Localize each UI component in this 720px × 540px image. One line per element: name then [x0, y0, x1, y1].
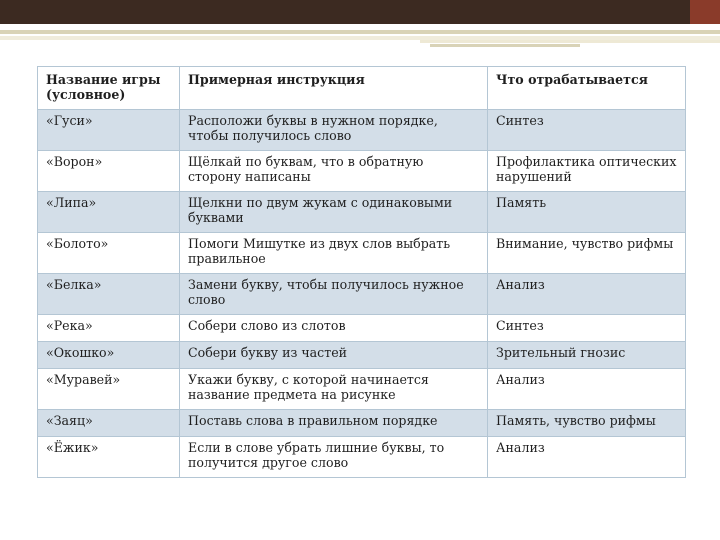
header-skill: Что отрабатывается: [488, 67, 686, 110]
cell-skill: Анализ: [488, 437, 686, 478]
cell-skill: Синтез: [488, 110, 686, 151]
cell-skill: Память, чувство рифмы: [488, 410, 686, 437]
table-row: [38, 151, 686, 192]
table-row: [38, 315, 686, 342]
table-row: [38, 342, 686, 369]
cell-skill: Анализ: [488, 274, 686, 315]
cell-game-name: «Гуси»: [38, 110, 180, 151]
cell-skill: Память: [488, 192, 686, 233]
decorative-stripe: [420, 40, 720, 43]
cell-game-name: «Муравей»: [38, 369, 180, 410]
cell-instruction: Поставь слова в правильном порядке: [180, 410, 488, 437]
table-row: [38, 192, 686, 233]
table-row: [38, 274, 686, 315]
cell-instruction: Щелкни по двум жукам с одинаковыми буквами: [180, 192, 488, 233]
cell-instruction: Собери слово из слотов: [180, 315, 488, 342]
cell-skill: Анализ: [488, 369, 686, 410]
cell-instruction: Помоги Мишутке из двух слов выбрать правильное: [180, 233, 488, 274]
cell-instruction: Укажи букву, с которой начинается название предмета на рисунке: [180, 369, 488, 410]
cell-skill: Внимание, чувство рифмы: [488, 233, 686, 274]
cell-game-name: «Заяц»: [38, 410, 180, 437]
cell-skill: Профилактика оптических нарушений: [488, 151, 686, 192]
cell-game-name: «Липа»: [38, 192, 180, 233]
cell-skill: Зрительный гнозис: [488, 342, 686, 369]
cell-instruction: Если в слове убрать лишние буквы, то получится другое слово: [180, 437, 488, 478]
cell-instruction: Расположи буквы в нужном порядке, чтобы получилось слово: [180, 110, 488, 151]
header-game-name: Название игры (условное): [38, 67, 180, 110]
cell-game-name: «Окошко»: [38, 342, 180, 369]
slide-top-bar-accent: [690, 0, 720, 24]
table-row: [38, 110, 686, 151]
table-row: [38, 437, 686, 478]
table-row: [38, 410, 686, 437]
table-header-row: [38, 67, 686, 110]
cell-game-name: «Ёжик»: [38, 437, 180, 478]
cell-game-name: «Белка»: [38, 274, 180, 315]
cell-game-name: «Болото»: [38, 233, 180, 274]
cell-game-name: «Река»: [38, 315, 180, 342]
cell-instruction: Собери букву из частей: [180, 342, 488, 369]
cell-instruction: Замени букву, чтобы получилось нужное слово: [180, 274, 488, 315]
decorative-stripe: [0, 30, 720, 34]
table-row: [38, 369, 686, 410]
cell-game-name: «Ворон»: [38, 151, 180, 192]
cell-skill: Синтез: [488, 315, 686, 342]
games-table: [37, 66, 686, 478]
cell-instruction: Щёлкай по буквам, что в обратную сторону написаны: [180, 151, 488, 192]
decorative-stripe: [430, 44, 580, 47]
slide-top-bar: [0, 0, 720, 24]
header-instruction: Примерная инструкция: [180, 67, 488, 110]
table-row: [38, 233, 686, 274]
